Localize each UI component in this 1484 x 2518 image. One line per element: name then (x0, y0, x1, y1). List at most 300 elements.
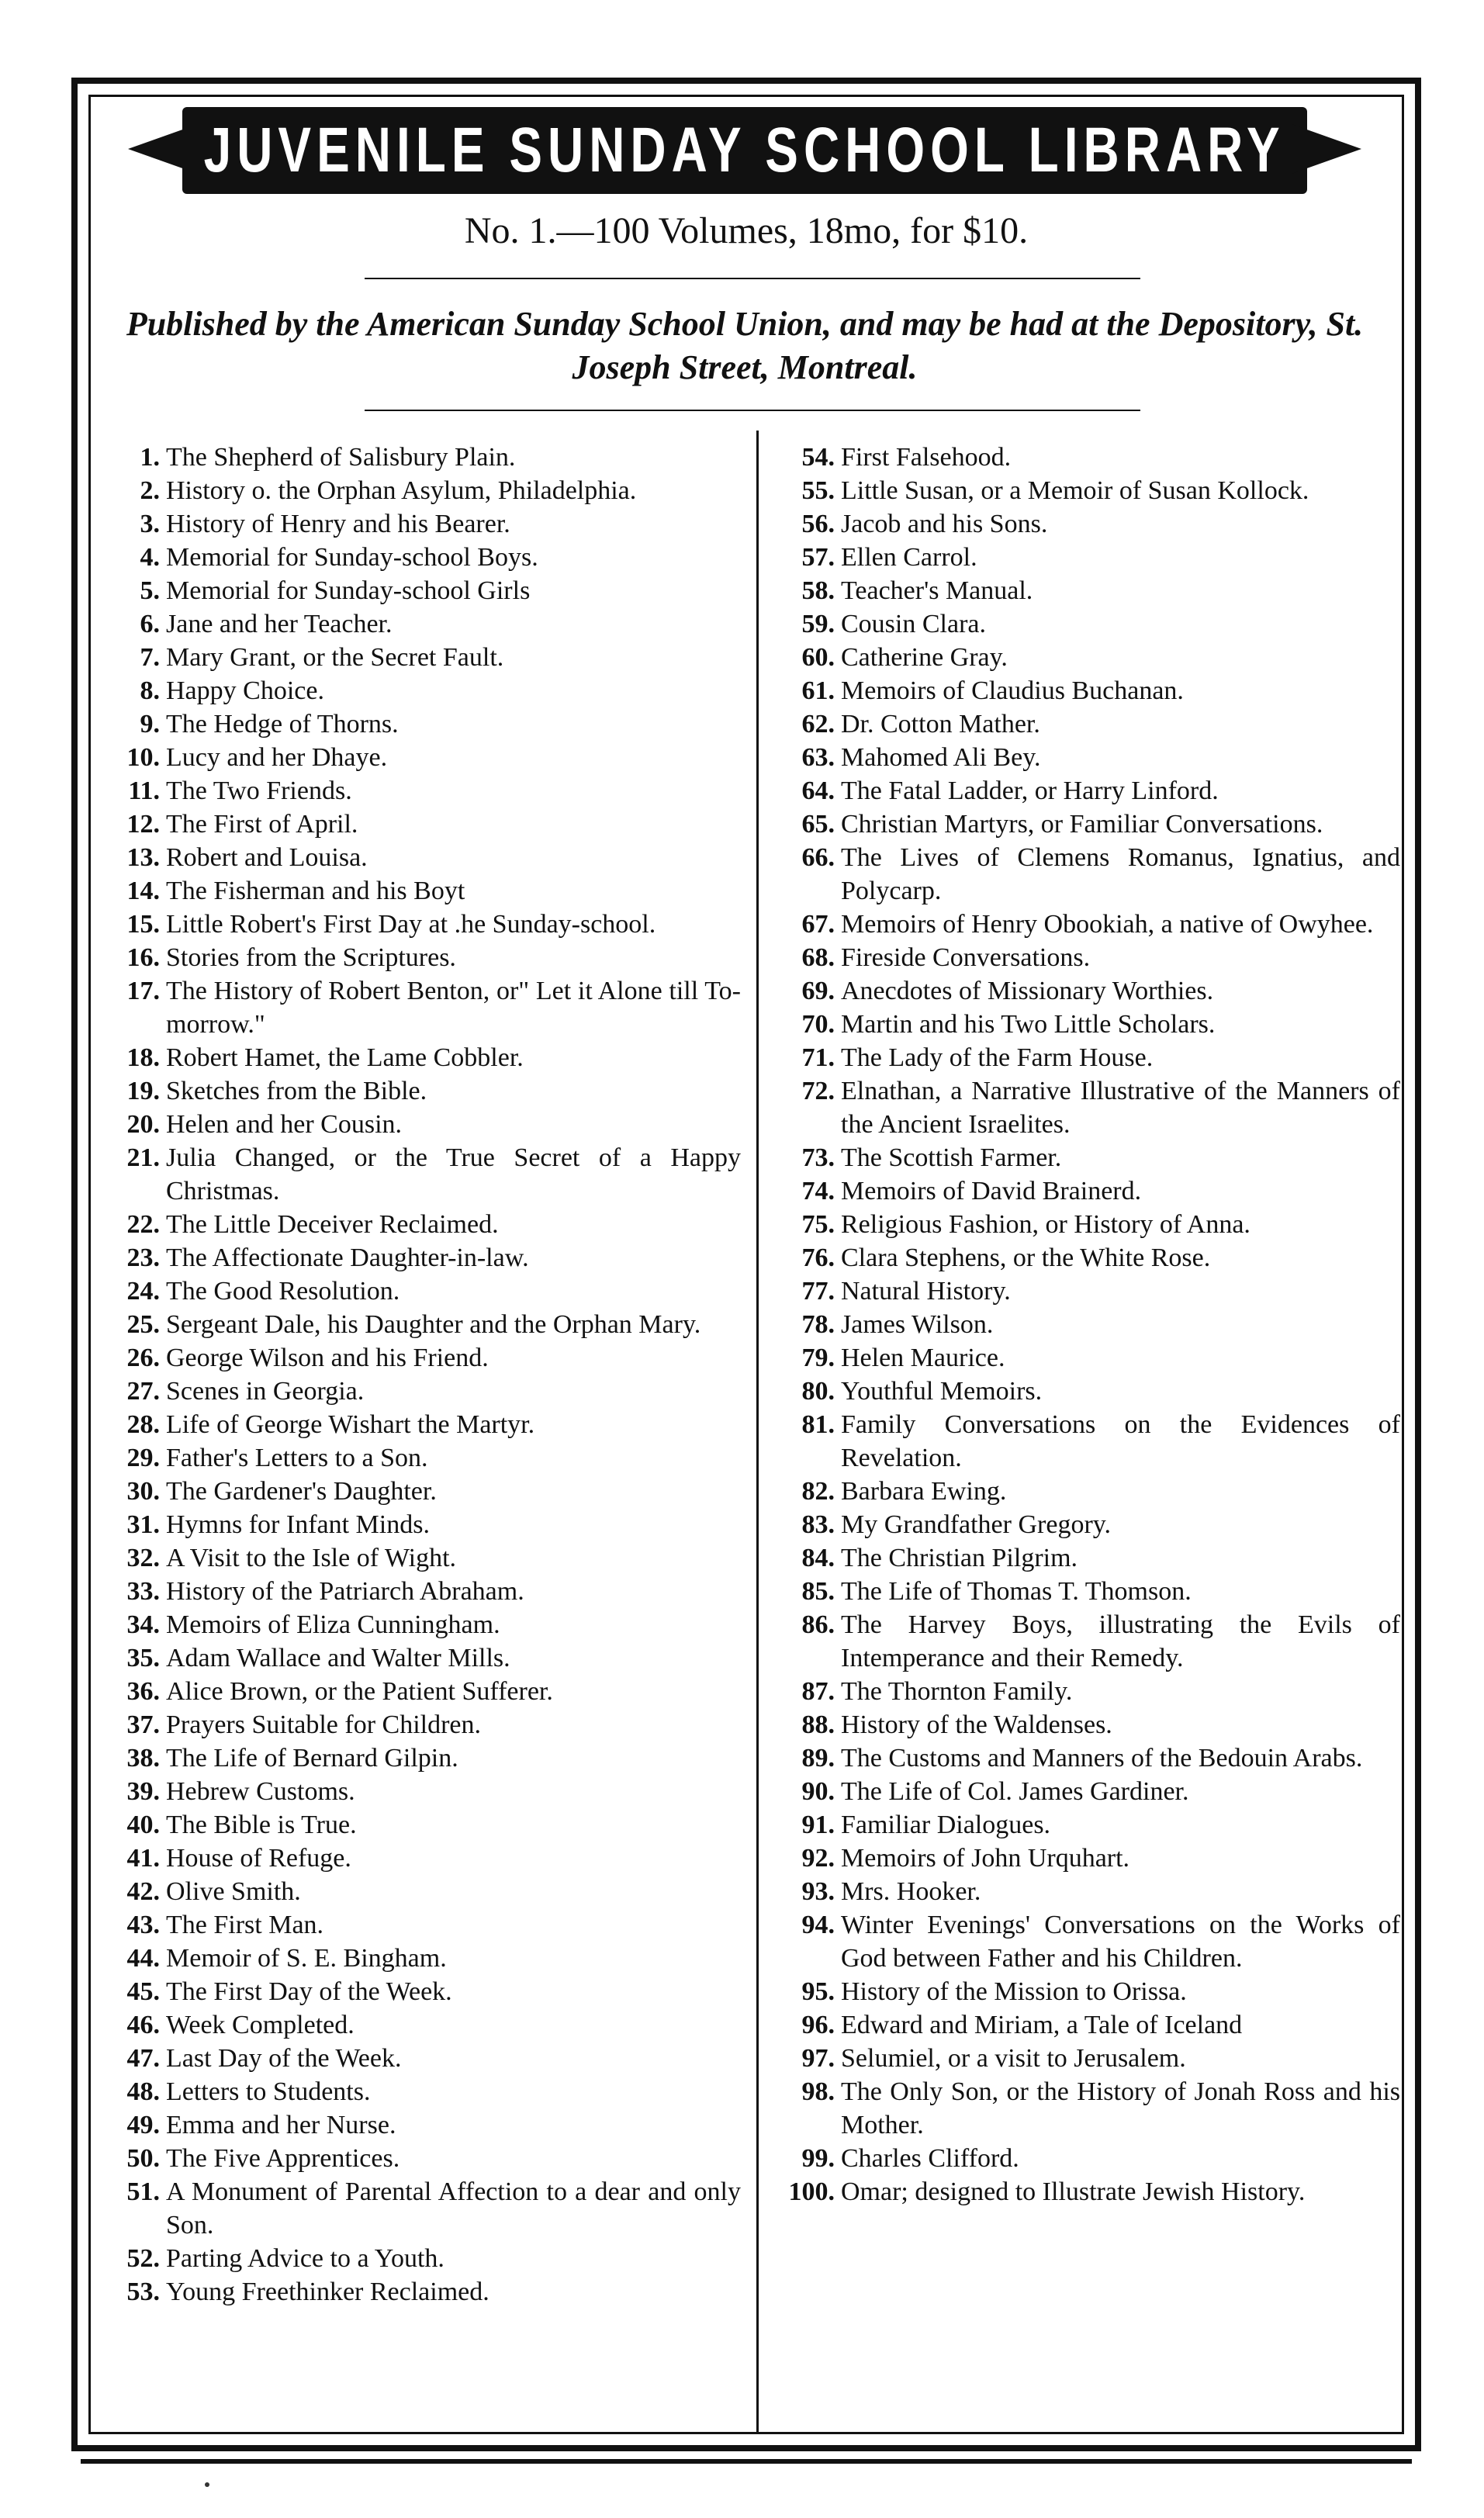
list-item (768, 607, 1400, 641)
item-title: Stories from the Scriptures. (166, 943, 456, 972)
item-number: 37. (126, 1710, 160, 1739)
list-item (768, 1808, 1400, 1842)
item-title: Memorial for Sunday-school Boys. (166, 543, 538, 572)
item-title: Charles Clifford. (841, 2144, 1019, 2173)
item-title: Scenes in Georgia. (166, 1377, 365, 1406)
list-item (109, 1408, 741, 1441)
item-number: 9. (140, 710, 160, 738)
item-title: The Bible is True. (166, 1811, 357, 1839)
list-item (109, 2275, 741, 2309)
list-item (109, 641, 741, 674)
item-title: Sketches from the Bible. (166, 1077, 427, 1105)
item-title: Letters to Students. (166, 2077, 371, 2106)
item-number: 82. (801, 1477, 835, 1506)
item-title: House of Refuge. (166, 1844, 351, 1873)
item-title: Martin and his Two Little Scholars. (841, 1010, 1216, 1039)
item-number: 70. (801, 1010, 835, 1039)
item-number: 76. (801, 1243, 835, 1272)
item-title: History of the Patriarch Abraham. (166, 1577, 524, 1606)
item-number: 56. (801, 510, 835, 538)
item-number: 7. (140, 643, 160, 672)
item-number: 66. (801, 843, 835, 872)
item-title: Christian Martyrs, or Familiar Conversations. (841, 810, 1323, 839)
list-item (109, 2142, 741, 2175)
item-number: 71. (801, 1043, 835, 1072)
list-item (768, 2042, 1400, 2075)
item-title: The Five Apprentices. (166, 2144, 400, 2173)
item-number: 5. (140, 576, 160, 605)
item-number: 68. (801, 943, 835, 972)
item-title: Lucy and her Dhaye. (166, 743, 388, 772)
item-title: Barbara Ewing. (841, 1477, 1007, 1506)
item-number: 81. (801, 1410, 835, 1439)
item-number: 97. (801, 2044, 835, 2073)
list-item (109, 874, 741, 908)
list-item (768, 1275, 1400, 1308)
item-title: The Hedge of Thorns. (166, 710, 399, 738)
list-item (768, 1375, 1400, 1408)
item-number: 44. (126, 1944, 160, 1973)
list-item (109, 1608, 741, 1641)
item-title: Memoirs of John Urquhart. (841, 1844, 1130, 1873)
item-number: 41. (126, 1844, 160, 1873)
right-column (768, 441, 1400, 2208)
item-number: 46. (126, 2011, 160, 2039)
item-title: The First of April. (166, 810, 358, 839)
list-item (768, 507, 1400, 541)
item-title: Natural History. (841, 1277, 1011, 1306)
list-item (768, 1775, 1400, 1808)
item-number: 95. (801, 1977, 835, 2006)
item-title: Memoirs of Henry Obookiah, a native of Owyhee. (841, 910, 1374, 939)
item-title: Robert Hamet, the Lame Cobbler. (166, 1043, 524, 1072)
list-item (768, 2142, 1400, 2175)
item-title: Alice Brown, or the Patient Sufferer. (166, 1677, 553, 1706)
list-item (768, 1475, 1400, 1508)
item-number: 92. (801, 1844, 835, 1873)
item-number: 77. (801, 1277, 835, 1306)
item-title: The Scottish Farmer. (841, 1143, 1062, 1172)
item-title: The Lady of the Farm House. (841, 1043, 1154, 1072)
item-number: 39. (126, 1777, 160, 1806)
list-item (768, 1008, 1400, 1041)
list-item (109, 1708, 741, 1742)
list-item (768, 1975, 1400, 2008)
item-title: Anecdotes of Missionary Worthies. (841, 977, 1214, 1005)
item-title: A Visit to the Isle of Wight. (166, 1544, 457, 1572)
list-item (768, 1141, 1400, 1174)
list-item (109, 1842, 741, 1875)
item-title: Religious Fashion, or History of Anna. (841, 1210, 1251, 1239)
list-item (768, 707, 1400, 741)
list-item (768, 774, 1400, 808)
item-title: History of the Waldenses. (841, 1710, 1112, 1739)
item-title: Elnathan, a Narrative Illustrative of the Manners of the Ancient Israelites. (841, 1077, 1400, 1139)
item-title: The Only Son, or the History of Jonah Ross and his Mother. (841, 2077, 1400, 2139)
item-title: Week Completed. (166, 2011, 355, 2039)
list-item (109, 607, 741, 641)
item-title: The Life of Col. James Gardiner. (841, 1777, 1189, 1806)
item-title: History o. the Orphan Asylum, Philadelphia. (166, 476, 637, 505)
item-title: Memorial for Sunday-school Girls (166, 576, 531, 605)
list-item (768, 1608, 1400, 1675)
item-number: 14. (126, 877, 160, 905)
item-number: 50. (126, 2144, 160, 2173)
list-item (768, 1508, 1400, 1541)
item-title: Last Day of the Week. (166, 2044, 402, 2073)
item-number: 51. (126, 2177, 160, 2206)
item-number: 4. (140, 543, 160, 572)
item-title: The Gardener's Daughter. (166, 1477, 437, 1506)
item-title: History of Henry and his Bearer. (166, 510, 510, 538)
item-number: 83. (801, 1510, 835, 1539)
rule-top (365, 278, 1140, 279)
list-item (768, 741, 1400, 774)
item-number: 63. (801, 743, 835, 772)
item-number: 1. (140, 443, 160, 472)
item-number: 25. (126, 1310, 160, 1339)
item-title: The Christian Pilgrim. (841, 1544, 1078, 1572)
item-number: 60. (801, 643, 835, 672)
item-number: 64. (801, 776, 835, 805)
list-item (109, 1875, 741, 1908)
list-item (768, 808, 1400, 841)
list-item (109, 507, 741, 541)
item-title: Omar; designed to Illustrate Jewish History. (841, 2177, 1306, 2206)
list-item (109, 1808, 741, 1842)
rule-bottom (365, 410, 1140, 411)
item-number: 2. (140, 476, 160, 505)
item-number: 30. (126, 1477, 160, 1506)
item-number: 17. (126, 977, 160, 1005)
stray-ink-mark (205, 2482, 209, 2487)
item-number: 74. (801, 1177, 835, 1205)
item-title: History of the Mission to Orissa. (841, 1977, 1187, 2006)
list-item (109, 1475, 741, 1508)
list-item (109, 674, 741, 707)
item-number: 84. (801, 1544, 835, 1572)
item-title: Dr. Cotton Mather. (841, 710, 1040, 738)
item-number: 35. (126, 1644, 160, 1672)
item-number: 29. (126, 1444, 160, 1472)
list-item (768, 1708, 1400, 1742)
item-title: Memoirs of David Brainerd. (841, 1177, 1142, 1205)
item-title: Memoir of S. E. Bingham. (166, 1944, 447, 1973)
list-item (109, 1975, 741, 2008)
item-number: 61. (801, 676, 835, 705)
item-number: 86. (801, 1610, 835, 1639)
item-number: 24. (126, 1277, 160, 1306)
item-title: Olive Smith. (166, 1877, 301, 1906)
item-number: 28. (126, 1410, 160, 1439)
item-number: 33. (126, 1577, 160, 1606)
item-title: The Customs and Manners of the Bedouin Arabs. (841, 1744, 1363, 1773)
item-number: 87. (801, 1677, 835, 1706)
column-divider (756, 431, 759, 2432)
item-number: 40. (126, 1811, 160, 1839)
item-number: 99. (801, 2144, 835, 2173)
item-title: Mrs. Hooker. (841, 1877, 981, 1906)
item-number: 31. (126, 1510, 160, 1539)
item-number: 65. (801, 810, 835, 839)
item-number: 93. (801, 1877, 835, 1906)
list-item (768, 1341, 1400, 1375)
list-item (109, 2108, 741, 2142)
list-item (109, 1108, 741, 1141)
item-title: Teacher's Manual. (841, 576, 1033, 605)
item-number: 23. (126, 1243, 160, 1272)
item-number: 26. (126, 1344, 160, 1372)
item-title: The Good Resolution. (166, 1277, 400, 1306)
list-item (768, 1174, 1400, 1208)
item-title: The Fisherman and his Boyt (166, 877, 465, 905)
item-title: The Life of Bernard Gilpin. (166, 1744, 458, 1773)
item-title: Helen Maurice. (841, 1344, 1005, 1372)
item-number: 88. (801, 1710, 835, 1739)
list-item (109, 1041, 741, 1074)
list-item (109, 1208, 741, 1241)
list-item (768, 1408, 1400, 1475)
item-number: 69. (801, 977, 835, 1005)
list-item (109, 541, 741, 574)
item-number: 85. (801, 1577, 835, 1606)
item-title: Helen and her Cousin. (166, 1110, 403, 1139)
item-title: The First Day of the Week. (166, 1977, 452, 2006)
list-item (768, 1308, 1400, 1341)
list-item (109, 741, 741, 774)
item-title: Jane and her Teacher. (166, 610, 393, 638)
item-number: 43. (126, 1911, 160, 1939)
item-title: Hymns for Infant Minds. (166, 1510, 430, 1539)
list-item (768, 674, 1400, 707)
list-item (109, 1575, 741, 1608)
item-number: 58. (801, 576, 835, 605)
list-item (768, 1908, 1400, 1975)
item-number: 94. (801, 1911, 835, 1939)
item-title: Father's Letters to a Son. (166, 1444, 428, 1472)
title-banner (128, 107, 1361, 194)
list-item (768, 2008, 1400, 2042)
publisher-note: Published by the American Sunday School Union, and may be had at the Depository, St. Joseph Street, Montreal. (126, 305, 1364, 386)
list-item (768, 1842, 1400, 1875)
list-item (768, 2175, 1400, 2208)
left-column (109, 441, 741, 2309)
item-title: Catherine Gray. (841, 643, 1008, 672)
item-title: The Life of Thomas T. Thomson. (841, 1577, 1192, 1606)
item-number: 13. (126, 843, 160, 872)
item-title: The Harvey Boys, illustrating the Evils of Intemperance and their Remedy. (841, 1610, 1400, 1672)
item-number: 8. (140, 676, 160, 705)
item-number: 45. (126, 1977, 160, 2006)
item-number: 34. (126, 1610, 160, 1639)
subtitle: No. 1.—100 Volumes, 18mo, for $10. (464, 210, 1029, 251)
list-item (109, 2242, 741, 2275)
item-number: 75. (801, 1210, 835, 1239)
item-number: 80. (801, 1377, 835, 1406)
item-number: 48. (126, 2077, 160, 2106)
list-item (768, 1241, 1400, 1275)
item-number: 78. (801, 1310, 835, 1339)
list-item (109, 2175, 741, 2242)
item-number: 20. (126, 1110, 160, 1139)
banner-right-ornament (1292, 124, 1361, 174)
item-title: The History of Robert Benton, or" Let it Alone till To-morrow." (166, 977, 741, 1039)
list-item (109, 1508, 741, 1541)
item-number: 96. (801, 2011, 835, 2039)
item-number: 90. (801, 1777, 835, 1806)
list-item (768, 2075, 1400, 2142)
item-number: 62. (801, 710, 835, 738)
item-number: 42. (126, 1877, 160, 1906)
item-title: The Little Deceiver Reclaimed. (166, 1210, 499, 1239)
list-item (109, 808, 741, 841)
list-item (768, 1208, 1400, 1241)
item-title: Familiar Dialogues. (841, 1811, 1051, 1839)
item-number: 11. (128, 776, 160, 805)
list-item (768, 1575, 1400, 1608)
item-title: Ellen Carrol. (841, 543, 977, 572)
list-item (109, 707, 741, 741)
list-item (109, 941, 741, 974)
list-item (109, 908, 741, 941)
list-item (109, 1541, 741, 1575)
list-item (109, 574, 741, 607)
item-number: 53. (126, 2278, 160, 2306)
banner-title: JUVENILE SUNDAY SCHOOL LIBRARY (203, 115, 1286, 185)
item-title: George Wilson and his Friend. (166, 1344, 489, 1372)
item-title: Young Freethinker Reclaimed. (166, 2278, 489, 2306)
item-number: 55. (801, 476, 835, 505)
item-title: Selumiel, or a visit to Jerusalem. (841, 2044, 1186, 2073)
list-item (768, 641, 1400, 674)
item-number: 73. (801, 1143, 835, 1172)
list-item (109, 1275, 741, 1308)
list-item (109, 974, 741, 1041)
bottom-rule (81, 2459, 1412, 2464)
list-item (768, 1875, 1400, 1908)
list-item (109, 1341, 741, 1375)
item-title: The Thornton Family. (841, 1677, 1073, 1706)
list-item (109, 1141, 741, 1208)
list-item (768, 1675, 1400, 1708)
item-title: Jacob and his Sons. (841, 510, 1048, 538)
list-item (768, 908, 1400, 941)
list-item (109, 2042, 741, 2075)
list-item (768, 1041, 1400, 1074)
list-item (109, 1908, 741, 1942)
list-item (768, 941, 1400, 974)
item-number: 22. (126, 1210, 160, 1239)
item-title: The Affectionate Daughter-in-law. (166, 1243, 529, 1272)
item-title: Life of George Wishart the Martyr. (166, 1410, 535, 1439)
item-number: 89. (801, 1744, 835, 1773)
item-title: Little Robert's First Day at .he Sunday-school. (166, 910, 656, 939)
list-item (768, 574, 1400, 607)
banner-band (182, 107, 1307, 194)
item-title: Adam Wallace and Walter Mills. (166, 1644, 510, 1672)
list-item (768, 1074, 1400, 1141)
list-item (109, 841, 741, 874)
item-title: Little Susan, or a Memoir of Susan Kollock. (841, 476, 1309, 505)
item-number: 79. (801, 1344, 835, 1372)
item-number: 52. (126, 2244, 160, 2273)
item-number: 12. (126, 810, 160, 839)
item-number: 54. (801, 443, 835, 472)
item-title: Winter Evenings' Conversations on the Works of God between Father and his Children. (841, 1911, 1400, 1973)
list-item (109, 1942, 741, 1975)
list-item (109, 1074, 741, 1108)
item-number: 98. (801, 2077, 835, 2106)
item-title: Clara Stephens, or the White Rose. (841, 1243, 1211, 1272)
list-item (109, 1241, 741, 1275)
list-item (109, 1641, 741, 1675)
item-title: James Wilson. (841, 1310, 994, 1339)
item-title: The Shepherd of Salisbury Plain. (166, 443, 516, 472)
list-item (768, 441, 1400, 474)
item-title: Edward and Miriam, a Tale of Iceland (841, 2011, 1243, 2039)
list-item (109, 1441, 741, 1475)
item-title: Memoirs of Eliza Cunningham. (166, 1610, 500, 1639)
item-number: 27. (126, 1377, 160, 1406)
item-number: 3. (140, 510, 160, 538)
item-title: Cousin Clara. (841, 610, 986, 638)
item-number: 16. (126, 943, 160, 972)
item-title: A Monument of Parental Affection to a dear and only Son. (166, 2177, 741, 2240)
list-item (109, 2075, 741, 2108)
item-number: 59. (801, 610, 835, 638)
list-item (109, 774, 741, 808)
item-title: Prayers Suitable for Children. (166, 1710, 482, 1739)
item-number: 18. (126, 1043, 160, 1072)
item-title: Mahomed Ali Bey. (841, 743, 1041, 772)
list-item (109, 474, 741, 507)
item-title: Mary Grant, or the Secret Fault. (166, 643, 504, 672)
item-number: 47. (126, 2044, 160, 2073)
item-number: 36. (126, 1677, 160, 1706)
item-title: Julia Changed, or the True Secret of a Happy Christmas. (166, 1143, 741, 1205)
item-title: The Fatal Ladder, or Harry Linford. (841, 776, 1219, 805)
list-item (109, 441, 741, 474)
item-number: 100. (788, 2177, 835, 2206)
list-item (109, 1675, 741, 1708)
list-item (768, 474, 1400, 507)
item-title: Parting Advice to a Youth. (166, 2244, 445, 2273)
item-title: Fireside Conversations. (841, 943, 1091, 972)
item-number: 15. (126, 910, 160, 939)
list-item (109, 1375, 741, 1408)
item-number: 49. (126, 2111, 160, 2139)
item-title: My Grandfather Gregory. (841, 1510, 1112, 1539)
item-title: Sergeant Dale, his Daughter and the Orphan Mary. (166, 1310, 701, 1339)
item-number: 38. (126, 1744, 160, 1773)
item-title: Youthful Memoirs. (841, 1377, 1043, 1406)
item-title: Hebrew Customs. (166, 1777, 355, 1806)
item-number: 21. (126, 1143, 160, 1172)
list-item (768, 974, 1400, 1008)
item-title: The Two Friends. (166, 776, 352, 805)
item-number: 91. (801, 1811, 835, 1839)
item-title: Memoirs of Claudius Buchanan. (841, 676, 1184, 705)
list-item (768, 841, 1400, 908)
list-item (768, 1742, 1400, 1775)
item-number: 10. (126, 743, 160, 772)
list-item (768, 1541, 1400, 1575)
list-item (109, 1742, 741, 1775)
item-title: Emma and her Nurse. (166, 2111, 396, 2139)
list-item (109, 2008, 741, 2042)
item-title: Happy Choice. (166, 676, 324, 705)
item-number: 67. (801, 910, 835, 939)
